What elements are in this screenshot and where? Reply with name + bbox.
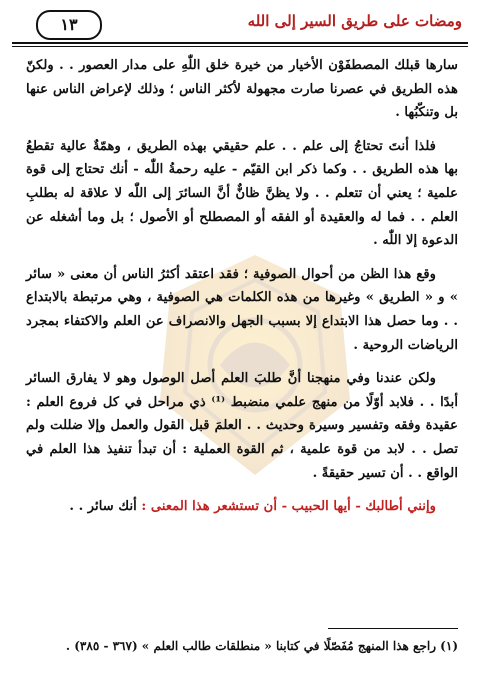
closing-line xyxy=(26,495,458,519)
footnote-rule xyxy=(328,628,458,629)
closing-black-text: أنك سائر . . xyxy=(69,499,137,515)
paragraph-4: ولكن عندنا وفي منهجنا أنَّ طلبَ العلم أصل الوصول وهو لا يفارق السائر أبدًا . . فلابد أوّلًا من منهج علمي منضبط ⁽¹⁾ ذي مراحل في كل فروع العلم : عقيدة وفقه وتفسير وسيرة وحديث . . العلمَ قبل القول والعمل وإلا ضللت ولم تصل . . لابد من قوة علمية ، ثم القوة العملية : أن تبدأ تنفيذ هذا العلم في الواقع . . أن تسير حقيقةً . xyxy=(26,371,458,481)
paragraph-2: فلذا أنتَ تحتاجُ إلى علم . . علم حقيقي بهذه الطريق ، وهمّةٌ عالية تقطعُ بها هذه الطريق . . وكما ذكر ابن القيّم - عليه رحمةُ اللّٰه - أنك تحتاج إلى قوة علمية ؛ يعني أن تتعلم . . ولا يظنَّ ظانٌّ أنَّ السائرَ إلى اللّٰه لا علاقة له بطلبِ العلم . . فما له والعقيدة أو الفقه أو المصطلح أو الأصول ؛ بل وما أشغله عن الدعوة إلا اللّٰه . xyxy=(26,138,458,249)
page-header xyxy=(12,8,468,46)
main-text xyxy=(26,54,458,519)
paragraph-1: سارها قبلك المصطفَوْن الأخيار من خيرة خلق اللّٰهِ على مدار العصور . . ولكنّ هذه الطريق في عصرنا صارت مجهولة لأكثر الناس ؛ وذلك لإعراض الناس عنها بل وتنكّبُها . xyxy=(26,58,458,121)
running-title: ومضات على طريق السير إلى الله xyxy=(247,12,462,30)
page-number: ١٣ xyxy=(36,10,102,40)
footnote: (١) راجع هذا المنهج مُفَصّلًا في كتابنا « منطلقات طالب العلم » (٣٦٧ - ٣٨٥) . xyxy=(65,639,458,653)
closing-red-text: وإنني أطالبك - أيها الحبيب - أن تستشعر هذا المعنى : xyxy=(141,499,436,515)
header-rule-thin xyxy=(12,46,468,47)
paragraph-3: وقع هذا الظن من أحوال الصوفية ؛ فقد اعتقد أكثرُ الناس أن معنى « سائر » و « الطريق » وغيرها من هذه الكلمات هي الصوفية ، وهي مرتبطة بالابتداع . . وما حصل هذا الابتداع إلا بسبب الجهل والانصراف عن العلم والاكتفاء بمجرد الرياضات الروحية . xyxy=(26,266,458,353)
header-rule xyxy=(12,42,468,44)
